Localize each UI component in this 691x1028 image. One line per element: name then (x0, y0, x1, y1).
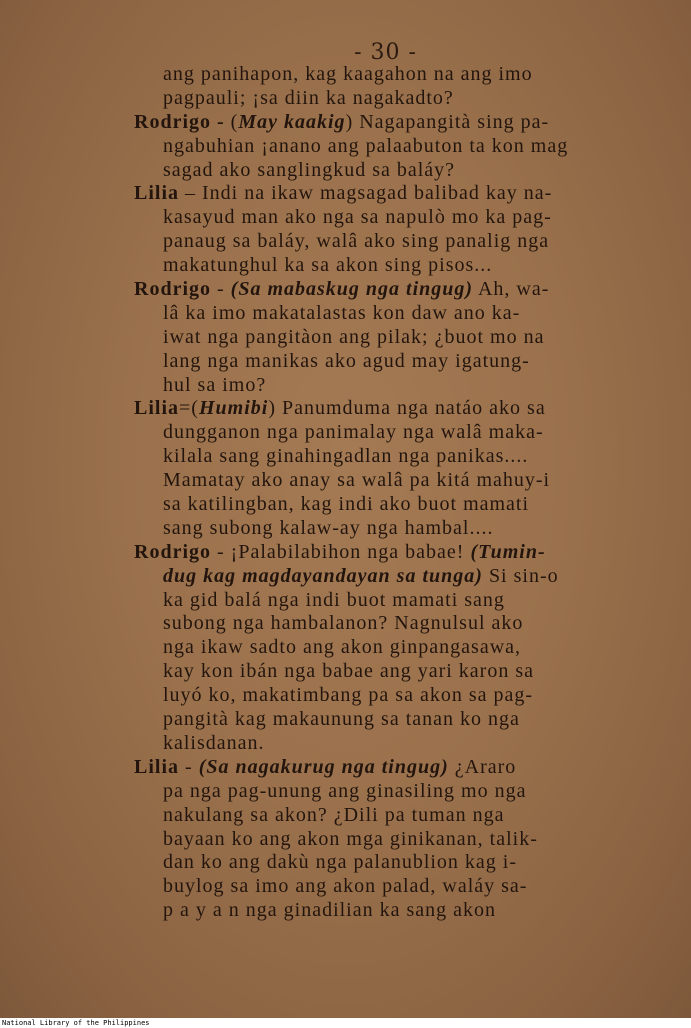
stage-direction: (Sa nagakurug nga tingug) (198, 755, 449, 778)
text-line (134, 135, 634, 159)
text-line (134, 87, 634, 111)
stage-direction: May kaakig (238, 110, 346, 133)
dialogue-text: buylog sa imo ang akon palad, waláy sa- (163, 875, 528, 898)
dialogue-text: ¿Ararо (448, 755, 517, 778)
dialogue-text: =( (179, 397, 199, 420)
dialogue-text: ) Panumduma nga natáo ako sa (268, 397, 546, 420)
dialogue-text: luyó ko, makatimbang pa sa akon sa pag- (163, 684, 534, 707)
dialogue-text: kilala sang ginahingadlan nga panikas.... (163, 445, 529, 468)
text-line (134, 517, 634, 541)
dialogue-text: ( (230, 110, 239, 133)
text-line (134, 636, 634, 660)
dialogue-text: p a y a n nga ginadilian ka sang akon (163, 899, 497, 922)
dialogue-text: ka gid balá nga indi buot mamati sang (163, 588, 505, 611)
dialogue-text: panaug sa baláy, walâ ako sing panalig nga (163, 230, 550, 253)
dialogue-text: pa nga pag-unung ang ginasiling mo nga (163, 779, 527, 802)
stage-direction: Humibi (198, 397, 269, 420)
dialogue-text: ngabuhian ¡anano ang palaabuton ta kon mag (163, 134, 569, 157)
dialogue-text: lang nga manikas ako agud may igatung- (163, 349, 530, 372)
stage-direction: (Sa mabaskug nga tingug) (230, 278, 474, 301)
dialogue-text: Mamatay ako anay sa walâ pa kitá mahuy-i (163, 469, 551, 492)
text-line (134, 899, 634, 923)
dialogue-text: - (179, 755, 199, 778)
dialogue-text: bayaan ko ang akon mga ginikanan, talik- (163, 827, 538, 850)
text-line (134, 374, 634, 398)
text-line (134, 63, 634, 87)
dialogue-text: ) Nagapangità sing pa- (345, 110, 550, 133)
text-line (134, 828, 634, 852)
text-line (134, 804, 634, 828)
text-line (134, 111, 634, 135)
text-line (134, 780, 634, 804)
dialogue-text: – Indi na ikaw magsagad balibad kay na- (179, 182, 553, 205)
text-line (134, 493, 634, 517)
text-line (134, 875, 634, 899)
dialogue-text: Ah, wa- (473, 278, 550, 301)
dialogue-text: dan ko ang dakù nga palanublion kag i- (163, 851, 518, 874)
text-line (134, 589, 634, 613)
text-line (134, 230, 634, 254)
body-text (134, 63, 634, 923)
dialogue-text: sa katilingban, kag indi ako buot mamati (163, 493, 530, 516)
text-line (134, 756, 634, 780)
text-line (134, 445, 634, 469)
text-line (134, 254, 634, 278)
text-line (134, 421, 634, 445)
text-line (134, 302, 634, 326)
text-line (134, 708, 634, 732)
dialogue-text: hul sa imo? (163, 373, 267, 396)
speaker-name: Lilia (134, 182, 180, 205)
dialogue-text: - (211, 278, 231, 301)
footer-credit: National Library of the Philippines (2, 1019, 150, 1027)
dialogue-text: kalisdanan. (163, 731, 265, 754)
dialogue-text: - ¡Palabilabihon nga babae! (211, 540, 471, 563)
dialogue-text: pangità kag makaunung sa tanan ko nga (163, 708, 520, 731)
dialogue-text: sagad ako sanglingkud sa baláy? (163, 158, 456, 181)
text-line (134, 182, 634, 206)
dialogue-text: nakulang sa akon? ¿Dili pa tuman nga (163, 803, 505, 826)
dialogue-text: kasayud man ako nga sa napulò mo ka pag- (163, 206, 552, 229)
stage-direction: (Tumin- (470, 540, 546, 563)
dialogue-text: sang subong kalaw-ay nga hambal.... (163, 516, 494, 539)
dialogue-text: subong nga hambalanon? Nagnulsul ako (163, 612, 524, 635)
stage-direction: dug kag magdayandayan sa tunga) (163, 564, 483, 587)
text-line (134, 159, 634, 183)
text-line (134, 732, 634, 756)
text-line (134, 350, 634, 374)
text-line (134, 541, 634, 565)
text-line (134, 684, 634, 708)
text-line (134, 469, 634, 493)
text-line (134, 326, 634, 350)
text-line (134, 612, 634, 636)
text-line (134, 397, 634, 421)
dialogue-text: nga ikaw sadto ang akon ginpangasawa, (163, 636, 522, 659)
dialogue-text: kay kon ibán nga babae ang yari karon sa (163, 660, 534, 683)
dialogue-text: dungganon nga panimalay nga walâ maka- (163, 421, 544, 444)
page-number: - 30 - (354, 40, 417, 65)
dialogue-text: lâ ka imo makatalastas kon daw ano ka- (163, 301, 521, 324)
speaker-name: Rodrigo (134, 278, 211, 301)
dialogue-text: Si sin-o (482, 564, 559, 587)
speaker-name: Rodrigo - (134, 110, 231, 133)
text-line (134, 206, 634, 230)
text-line (134, 278, 634, 302)
speaker-name: Lilia (134, 755, 180, 778)
speaker-name: Rodrigo (134, 540, 211, 563)
text-line (134, 851, 634, 875)
text-line (134, 660, 634, 684)
dialogue-text: iwat nga pangitàon ang pilak; ¿buot mo na (163, 325, 545, 348)
dialogue-text: pagpauli; ¡sa diin ka nagakadto? (163, 86, 454, 109)
text-line (134, 565, 634, 589)
dialogue-text: ang panihapon, kag kaagahon na ang imo (163, 63, 533, 85)
dialogue-text: makatunghul ka sa akon sing pisos... (163, 254, 493, 277)
speaker-name: Lilia (134, 397, 180, 420)
